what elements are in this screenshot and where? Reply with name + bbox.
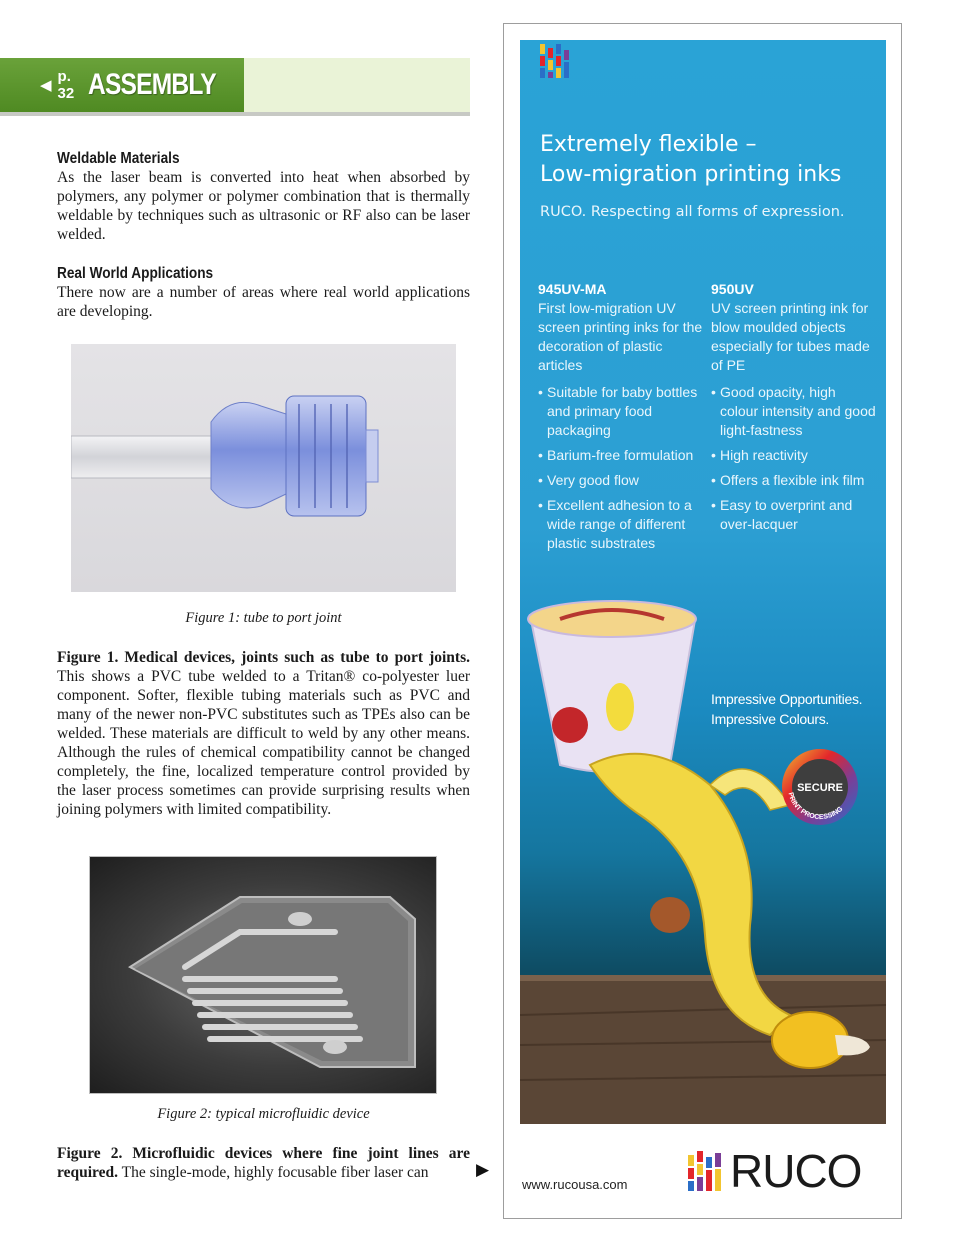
- feature-item: • High reactivity: [711, 446, 876, 465]
- real-world-section: [57, 265, 470, 321]
- continue-arrow-icon[interactable]: ▶: [476, 1160, 490, 1180]
- feature-item: • Very good flow: [538, 471, 703, 490]
- ruco-color-bars-icon: [540, 44, 572, 83]
- product-945uv-ma: [538, 280, 703, 559]
- microfluidic-illustration: [90, 857, 436, 1093]
- weldable-materials-section: [57, 150, 470, 244]
- section-body: As the laser beam is converted into heat when absorbed by polymers, any polymer or polymer combination that is thermally weldable by techniques such as ultrasonic or RF also can be laser welded.: [57, 169, 470, 243]
- product-illustration: [520, 595, 886, 1124]
- product-description: First low-migration UV screen printing inks for the decoration of plastic articles: [538, 300, 703, 373]
- section-heading: Real World Applications: [57, 265, 214, 282]
- section-heading: Weldable Materials: [57, 150, 180, 167]
- product-950uv: [711, 280, 876, 540]
- ad-tagline: RUCO. Respecting all forms of expression.: [540, 204, 845, 220]
- figure-2-lead: Figure 2. Microfluidic devices where fine joint lines are required.: [57, 1145, 470, 1181]
- figure-1-image: [71, 344, 456, 592]
- ruco-logo: [688, 1145, 862, 1197]
- secure-print-badge-icon: [778, 745, 862, 840]
- figure-1-body: This shows a PVC tube welded to a Tritan® co-polyester luer component. Softer, flexible tubing materials such as PVC and many of the newer non-PVC substitutes such as TPEs also can be welded. These materials are difficult to weld by any other means. Although the rules of chemical compatibility cannot be changed completely, the fine, localized temperature control provided by the laser process sometimes can provide surprising results when joining polymers with limited compatibility.: [57, 668, 470, 818]
- figure-1-caption: Figure 1: tube to port joint: [185, 610, 342, 626]
- ad-url-link[interactable]: www.rucousa.com: [522, 1177, 628, 1192]
- figure-2-image: [89, 856, 437, 1094]
- ad-headline: Extremely flexible – Low-migration printing inks: [540, 132, 842, 187]
- figure-2-caption: Figure 2: typical microfluidic device: [157, 1106, 370, 1122]
- product-code: 945UV-MA: [538, 281, 607, 297]
- feature-item: • Good opacity, high colour intensity and good light-fastness: [711, 383, 876, 440]
- section-band: [244, 58, 470, 112]
- section-body: There now are a number of areas where real world applications are developing.: [57, 284, 470, 320]
- feature-item: • Excellent adhesion to a wide range of different plastic substrates: [538, 496, 703, 553]
- ruco-wordmark: RUCO: [730, 1145, 862, 1197]
- figure-1-lead: Figure 1. Medical devices, joints such as tube to port joints.: [57, 649, 470, 666]
- feature-item: • Offers a flexible ink film: [711, 471, 876, 490]
- badge-arc-text: PRINT PROCESSING: [786, 791, 845, 822]
- back-arrow-icon[interactable]: ◀: [40, 76, 52, 94]
- ad-slogan: Impressive Opportunities. Impressive Colours.: [711, 691, 863, 727]
- ruco-color-bars-icon: [688, 1151, 724, 1191]
- ad-panel: [520, 40, 886, 1124]
- tube-port-illustration: [71, 344, 456, 592]
- feature-item: • Barium-free formulation: [538, 446, 703, 465]
- section-divider: [0, 112, 470, 116]
- section-title: ASSEMBLY: [88, 68, 216, 101]
- product-features: [538, 383, 703, 553]
- page-number: p. 32: [57, 68, 75, 102]
- product-code: 950UV: [711, 281, 754, 297]
- product-description: UV screen printing ink for blow moulded objects especially for tubes made of PE: [711, 300, 870, 373]
- section-tab: [0, 58, 244, 112]
- figure-2-description: [57, 1144, 470, 1182]
- feature-item: • Suitable for baby bottles and primary food packaging: [538, 383, 703, 440]
- figure-1-description: [57, 648, 470, 819]
- product-features: [711, 383, 876, 534]
- figure-2-body: The single-mode, highly focusable fiber laser can: [121, 1164, 429, 1181]
- feature-item: • Easy to overprint and over-lacquer: [711, 496, 876, 534]
- badge-top-text: SECURE: [797, 782, 843, 794]
